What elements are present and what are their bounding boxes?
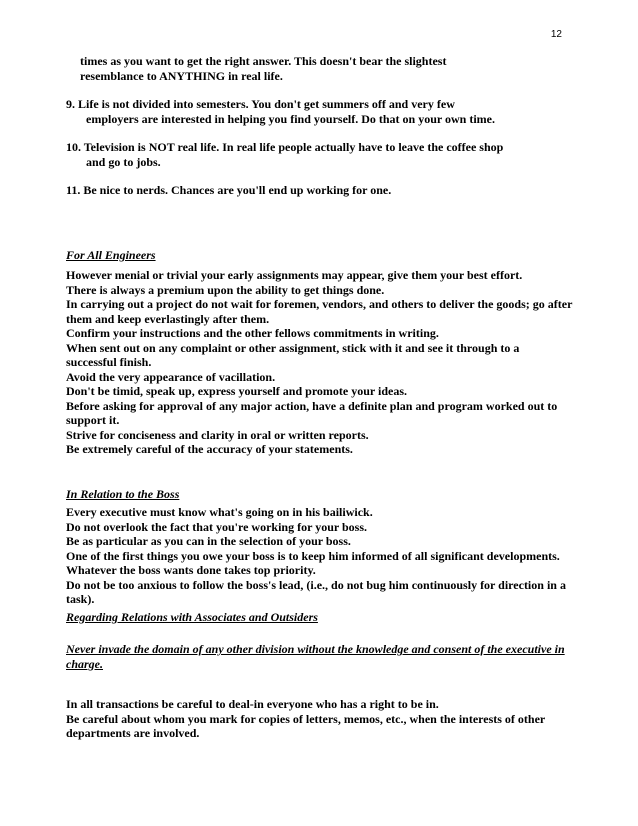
boss-list bbox=[66, 505, 586, 607]
list-item-10: 10. Television is NOT real life. In real life people actually have to leave the coffee shop and go to jobs. bbox=[66, 140, 504, 169]
list-item: Don't be timid, speak up, express yourself and promote your ideas. bbox=[66, 384, 408, 398]
list-item-9: 9. Life is not divided into semesters. You don't get summers off and very few employers are interested in helping you find yourself. Do that on your own time. bbox=[66, 97, 496, 126]
section-heading-engineers: For All Engineers bbox=[66, 247, 156, 262]
page-number: 12 bbox=[550, 29, 562, 40]
engineers-list bbox=[66, 268, 586, 457]
list-item: In all transactions be careful to deal-in everyone who has a right to be in. bbox=[66, 697, 439, 711]
list-item-11: 11. Be nice to nerds. Chances are you'll end up working for one. bbox=[66, 183, 392, 197]
list-item: Avoid the very appearance of vacillation. bbox=[66, 369, 276, 384]
list-continuation-line-1: times as you want to get the right answer. This doesn't bear the slightest bbox=[80, 54, 447, 68]
list-item: Strive for conciseness and clarity in oral or written reports. bbox=[66, 427, 369, 442]
list-item: Be extremely careful of the accuracy of your statements. bbox=[66, 442, 353, 456]
associates-list bbox=[66, 697, 586, 741]
section-heading-associates: Regarding Relations with Associates and Outsiders bbox=[66, 609, 318, 624]
list-item: Be as particular as you can in the selection of your boss. bbox=[66, 534, 351, 548]
list-item: Do not overlook the fact that you're working for your boss. bbox=[66, 519, 367, 534]
list-item: However menial or trivial your early assignments may appear, give them your best effort. bbox=[66, 268, 523, 282]
list-item: Whatever the boss wants done takes top priority. bbox=[66, 563, 316, 577]
document-body bbox=[66, 54, 586, 741]
list-item: In carrying out a project do not wait for foremen, vendors, and others to deliver the goods; go after them and keep everlastingly after them. bbox=[66, 297, 573, 326]
associates-subheading: Never invade the domain of any other division without the knowledge and consent of the executive in charge. bbox=[66, 642, 565, 671]
list-item: Confirm your instructions and the other fellows commitments in writing. bbox=[66, 326, 439, 340]
list-item: Every executive must know what's going on in his bailiwick. bbox=[66, 505, 373, 519]
list-item: Be careful about whom you mark for copies of letters, memos, etc., when the interests of other departments are involved. bbox=[66, 711, 546, 740]
section-heading-boss: In Relation to the Boss bbox=[66, 486, 180, 501]
list-item: One of the first things you owe your boss is to keep him informed of all significant developments. bbox=[66, 548, 560, 563]
list-continuation-line-2: resemblance to ANYTHING in real life. bbox=[80, 68, 283, 83]
list-item: Before asking for approval of any major action, have a definite plan and program worked out to support it. bbox=[66, 398, 558, 427]
list-item: Do not be too anxious to follow the boss's lead, (i.e., do not bug him continuously for direction in a task). bbox=[66, 577, 566, 606]
list-item: There is always a premium upon the ability to get things done. bbox=[66, 282, 385, 297]
list-item: When sent out on any complaint or other assignment, stick with it and see it through to a successful finish. bbox=[66, 340, 520, 369]
